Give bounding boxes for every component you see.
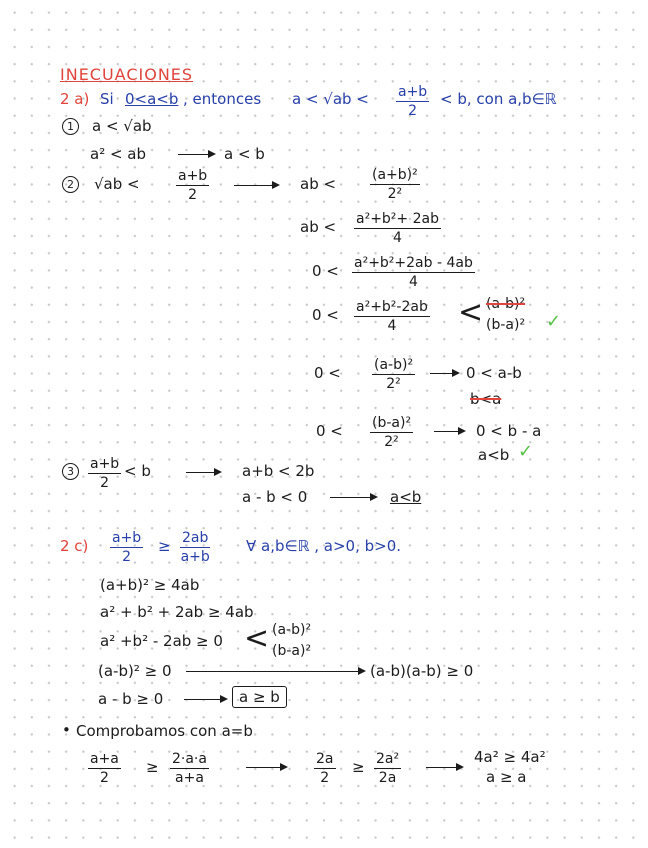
fraction-numerator: a²+b²-2ab	[356, 299, 428, 315]
step2-r4-pre: 0 <	[312, 306, 339, 324]
step2-r5-fraction	[372, 357, 415, 392]
fraction-numerator: (a+b)²	[372, 167, 418, 183]
fraction-denominator: 2²	[387, 186, 403, 202]
step2-marker: 2	[62, 175, 79, 193]
fraction-numerator: a+b	[112, 530, 142, 546]
right-arrow-icon	[434, 431, 464, 432]
part-c-l5-left: a - b ≥ 0	[98, 690, 164, 708]
step1-line1: a < √ab	[92, 117, 152, 135]
part-a-condition: 0<a<b	[125, 90, 179, 108]
part-a-tail: < b, con a,b∈ℝ	[440, 90, 557, 108]
part-c-condition: ∀ a,b∈ℝ , a>0, b>0.	[246, 537, 402, 555]
fraction-denominator: 2	[188, 187, 198, 203]
check-final-top: 4a² ≥ 4a²	[474, 748, 546, 766]
part-c-lhs-fraction	[110, 530, 143, 565]
right-arrow-icon	[184, 699, 226, 700]
fraction-denominator: 2	[122, 549, 132, 565]
right-arrow-icon	[330, 497, 376, 498]
check-f3-fraction	[314, 751, 336, 786]
check-heading: Comprobamos con a=b	[76, 722, 253, 740]
check-f4-fraction	[374, 751, 401, 786]
step3-marker: 3	[62, 462, 79, 480]
fraction-numerator: 2a	[316, 751, 334, 767]
fraction-denominator: 4	[387, 318, 397, 334]
part-c-branch-bottom: (b-a)²	[272, 643, 312, 659]
step2-r5-crossed: b<a	[470, 390, 502, 408]
result-box: a ≥ b	[232, 686, 287, 708]
page-title: INECUACIONES	[60, 65, 194, 84]
part-c-l4-right: (a-b)(a-b) ≥ 0	[370, 662, 474, 680]
fraction-denominator: 2²	[386, 376, 401, 392]
step2-r5-result: 0 < a-b	[466, 364, 522, 382]
fraction-denominator: 2²	[384, 434, 399, 450]
fraction-denominator: 2	[408, 103, 418, 119]
fraction-numerator: 2ab	[182, 530, 209, 546]
step3-left-tail: < b	[124, 462, 151, 480]
step3-left-fraction	[88, 456, 121, 491]
step2-r1-fraction	[370, 167, 420, 202]
check-icon: ✓	[518, 441, 534, 462]
fraction-denominator: 4	[408, 274, 418, 290]
step2-left: √ab <	[94, 175, 140, 193]
fraction-numerator: 2a²	[376, 751, 400, 767]
fraction-numerator: a+b	[90, 456, 120, 472]
step1-marker: 1	[62, 117, 79, 135]
right-arrow-icon	[246, 767, 286, 768]
fraction-numerator: a²+b²+2ab - 4ab	[354, 255, 473, 271]
step2-r5-pre: 0 <	[314, 364, 341, 382]
check-f2-fraction	[170, 751, 209, 786]
part-c-l1: (a+b)² ≥ 4ab	[100, 576, 200, 594]
step2-r3-fraction	[352, 255, 475, 290]
part-c-rhs-fraction	[180, 530, 210, 565]
fraction-numerator: a+b	[178, 168, 208, 184]
check-geq: ≥	[146, 758, 159, 776]
branch-bracket: <	[244, 621, 270, 656]
fraction-denominator: a+a	[175, 770, 204, 786]
step2-r6-fraction	[370, 415, 413, 450]
step1-line2-right: a < b	[224, 145, 265, 163]
part-a-label: 2 a)	[60, 90, 90, 108]
branch-top-crossed: (a-b)²	[486, 296, 526, 312]
step1-line2-left: a² < ab	[90, 145, 147, 163]
part-c-l2: a² + b² + 2ab ≥ 4ab	[100, 603, 254, 621]
check-f1-fraction	[88, 751, 121, 786]
fraction-numerator: a²+b²+ 2ab	[356, 211, 439, 227]
step2-r6-pre: 0 <	[316, 422, 343, 440]
step2-r1-pre: ab <	[300, 175, 337, 193]
right-arrow-icon	[178, 154, 214, 155]
part-a-mid: , entonces	[183, 90, 262, 108]
step2-r2-pre: ab <	[300, 218, 337, 236]
step2-r4-fraction	[354, 299, 430, 334]
fraction-numerator: 2·a·a	[172, 751, 207, 767]
fraction-numerator: a+a	[90, 751, 119, 767]
part-c-label: 2 c)	[60, 537, 89, 555]
step3-r2-left: a - b < 0	[242, 488, 308, 506]
check-final-bottom: a ≥ a	[486, 768, 527, 786]
fraction-denominator: 2	[99, 770, 109, 786]
fraction-denominator: a+b	[180, 549, 210, 565]
part-c-geq: ≥	[158, 537, 171, 555]
fraction-denominator: 4	[393, 230, 402, 246]
step3-r1: a+b < 2b	[242, 462, 315, 480]
right-arrow-icon	[430, 373, 458, 374]
branch-bracket: <	[458, 295, 484, 330]
part-c-branch-top: (a-b)²	[272, 622, 312, 638]
check-icon: ✓	[546, 311, 562, 332]
step3-r2-right: a<b	[390, 488, 422, 506]
step2-r3-pre: 0 <	[312, 262, 339, 280]
right-arrow-icon	[426, 767, 462, 768]
fraction-denominator: 2	[100, 475, 110, 491]
step2-r6-final: a<b	[478, 446, 510, 464]
check-geq-2: ≥	[352, 758, 365, 776]
part-a-si: Si	[100, 90, 114, 108]
right-arrow-icon	[234, 185, 278, 186]
fraction-numerator: (a-b)²	[374, 357, 414, 373]
step2-left-fraction	[176, 168, 209, 203]
part-c-l4-left: (a-b)² ≥ 0	[98, 662, 172, 680]
branch-bottom: (b-a)²	[486, 317, 526, 333]
step2-r2-fraction	[354, 211, 441, 246]
fraction-denominator: 2a	[378, 770, 397, 786]
fraction-numerator: (b-a)²	[372, 415, 412, 431]
part-a-ineq: a < √ab <	[292, 90, 369, 108]
part-a-fraction	[396, 84, 429, 119]
right-arrow-icon	[186, 671, 364, 672]
step2-r6-result: 0 < b - a	[476, 422, 542, 440]
bullet: •	[62, 721, 71, 739]
fraction-numerator: a+b	[398, 84, 428, 100]
part-c-l3: a² +b² - 2ab ≥ 0	[100, 632, 223, 650]
fraction-denominator: 2	[320, 770, 330, 786]
right-arrow-icon	[186, 472, 220, 473]
